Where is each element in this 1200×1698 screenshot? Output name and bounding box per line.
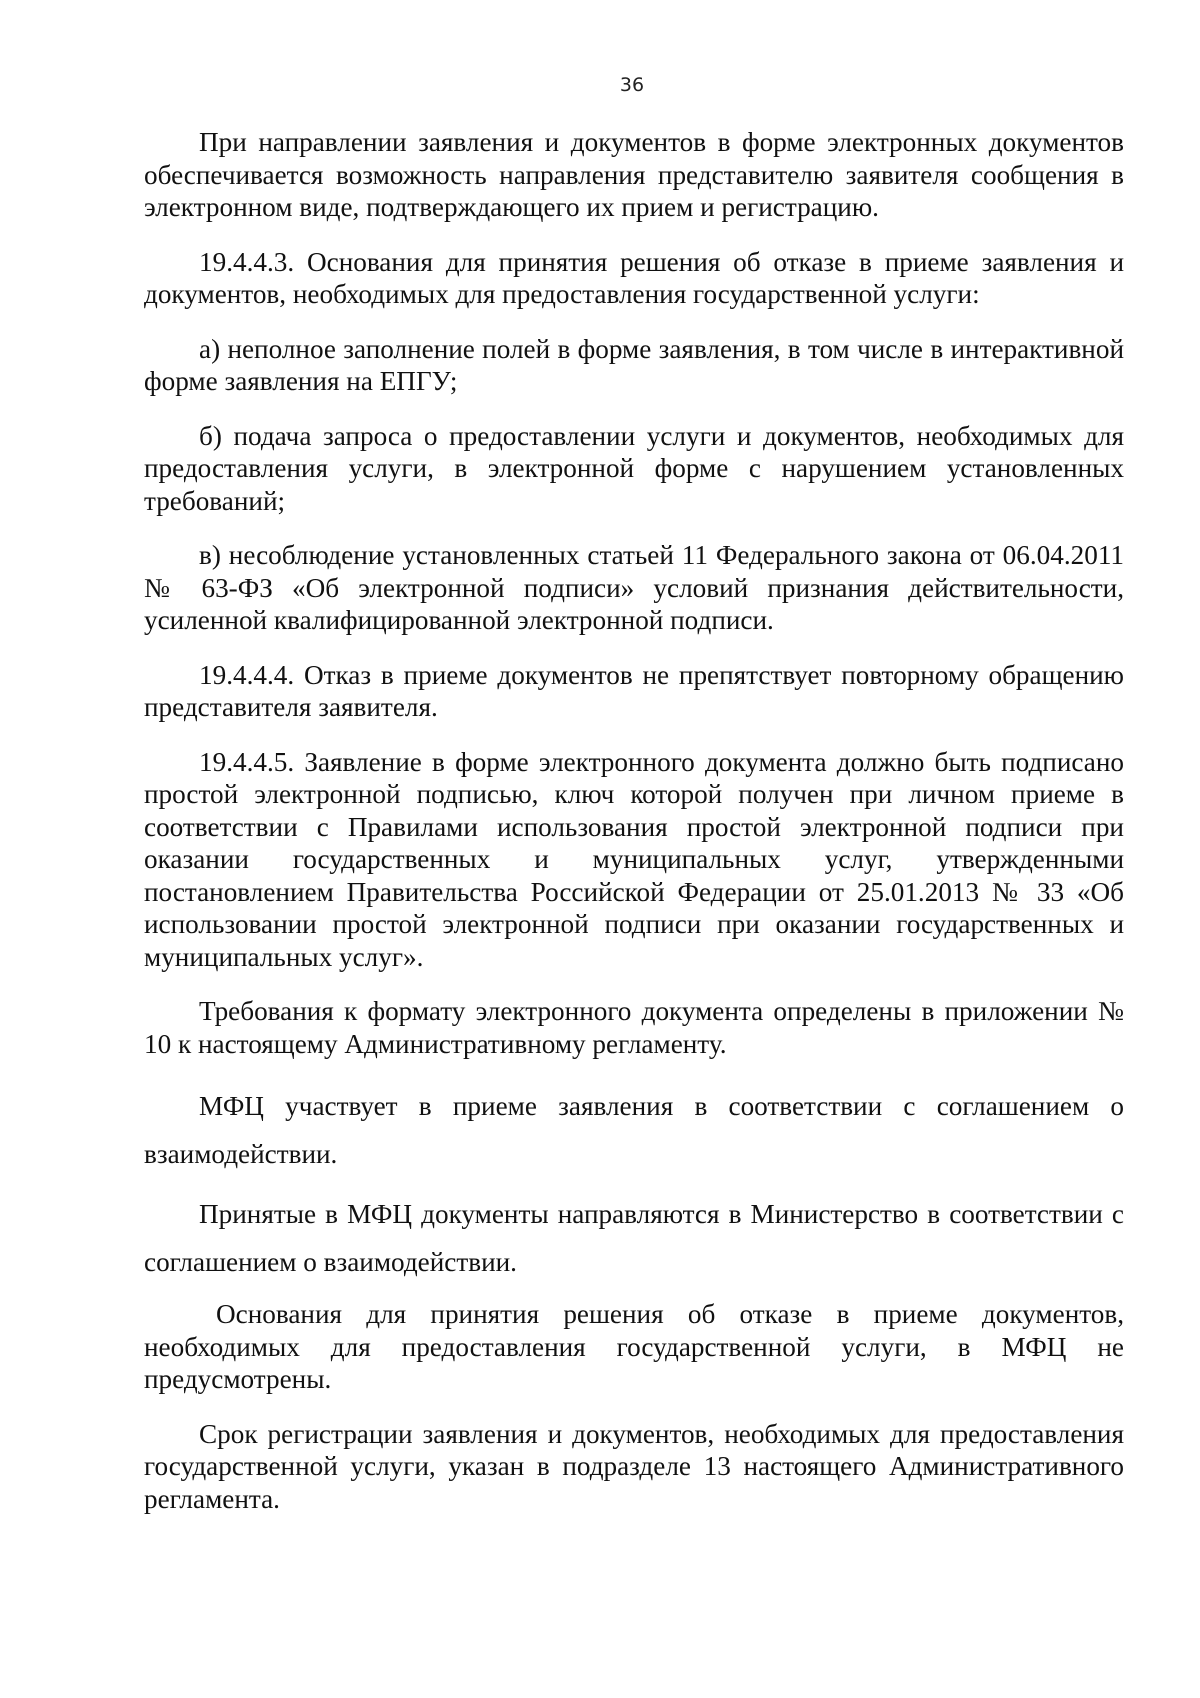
paragraph-item-v: в) несоблюдение установленных статьей 11 Федерального закона от 06.04.2011 № 63-ФЗ «Об электронной подписи» условий признания действительности, усиленной квалифицированной электронной подписи. <box>144 540 1124 635</box>
paragraph-electronic-confirmation: При направлении заявления и документов в форме электронных документов обеспечивается возможность направления представителю заявителя сообщения в электронном виде, подтверждающего их прием и регистрацию. <box>144 127 1124 222</box>
paragraph-19-4-4-4: 19.4.4.4. Отказ в приеме документов не препятствует повторному обращению представителя заявителя. <box>144 659 1124 722</box>
paragraph-mfc-documents: Принятые в МФЦ документы направляются в Министерство в соответствии с соглашением о взаимодействии. <box>144 1199 1124 1277</box>
paragraph-mfc-no-refusal: Основания для принятия решения об отказе в приеме документов, необходимых для предоставления государственной услуги, в МФЦ не предусмотрены. <box>144 1299 1124 1394</box>
paragraph-registration-term: Срок регистрации заявления и документов, необходимых для предоставления государственной услуги, указан в подразделе 13 настоящего Административного регламента. <box>144 1418 1124 1514</box>
paragraph-19-4-4-3: 19.4.4.3. Основания для принятия решения об отказе в приеме заявления и документов, необходимых для предоставления государственной услуги: <box>144 246 1124 309</box>
page-number: 36 <box>619 74 645 96</box>
paragraph-mfc-participation: МФЦ участвует в приеме заявления в соответствии с соглашением о взаимодействии. <box>144 1091 1124 1169</box>
paragraph-item-b: б) подача запроса о предоставлении услуги и документов, необходимых для предоставления услуги, в электронной форме с нарушением установленных требований; <box>144 420 1124 516</box>
paragraph-19-4-4-5: 19.4.4.5. Заявление в форме электронного документа должно быть подписано простой электронной подписью, ключ которой получен при личном приеме в соответствии с Правилами использования простой электронной подписи при оказании государственных и муниципальных услуг, утвержденными постановлением Правительства Российской Федерации от 25.01.2013 № 33 «Об использовании простой электронной подписи при оказании государственных и муниципальных услуг». <box>144 746 1124 972</box>
paragraph-format-requirements: Требования к формату электронного документа определены в приложении № 10 к настоящему Административному регламенту. <box>144 996 1124 1059</box>
paragraph-item-a: а) неполное заполнение полей в форме заявления, в том числе в интерактивной форме заявления на ЕПГУ; <box>144 333 1124 396</box>
document-body <box>144 126 1124 1537</box>
